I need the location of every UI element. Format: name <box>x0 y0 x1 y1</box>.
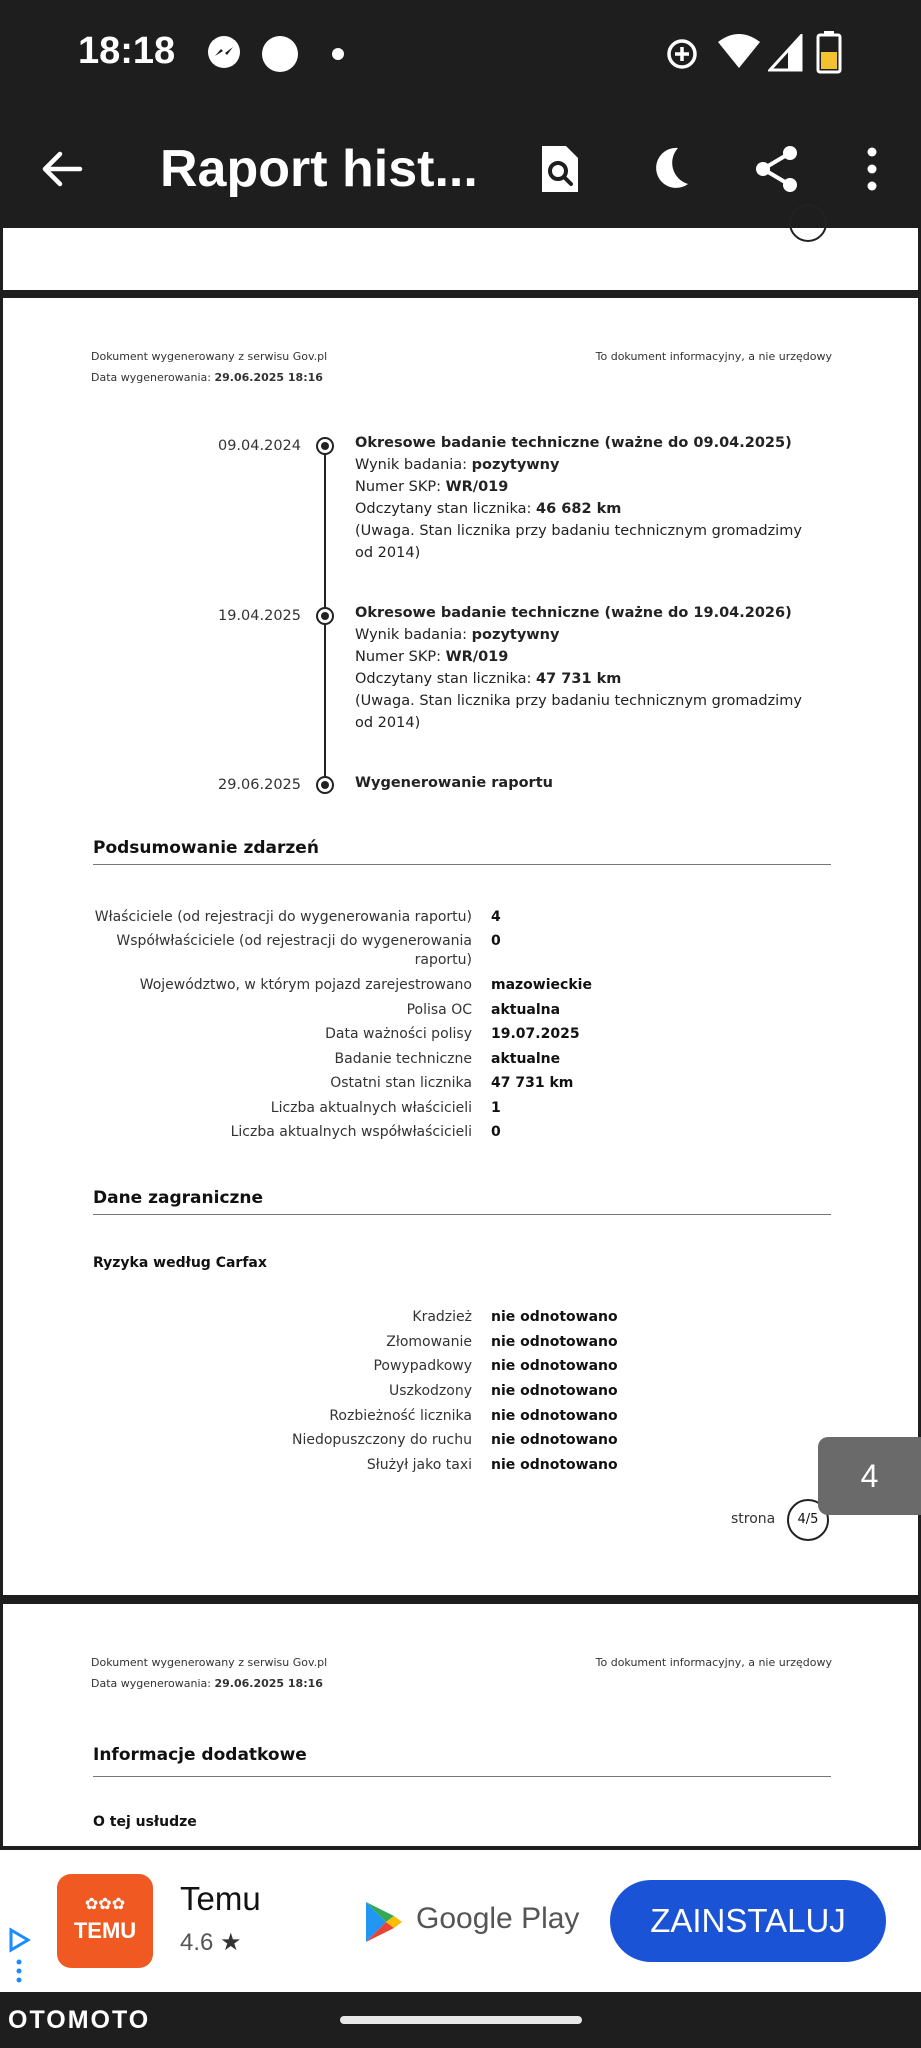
doc-header-date: Data wygenerowania: 29.06.2025 18:16 <box>91 371 323 384</box>
temu-app-icon[interactable]: ✿✿✿ TEMU <box>57 1874 153 1968</box>
carfax-title: Ryzyka według Carfax <box>93 1255 267 1271</box>
pdf-page-3-bottom <box>3 228 918 290</box>
timeline-date: 29.06.2025 <box>217 777 301 793</box>
summary-label: Liczba aktualnych współwłaścicieli <box>230 1124 472 1140</box>
timeline-date: 19.04.2025 <box>217 608 301 624</box>
current-page-badge[interactable]: 4 <box>818 1437 921 1515</box>
timeline-event: Wygenerowanie raportu <box>355 775 553 791</box>
doc-header-disclaimer: To dokument informacyjny, a nie urzędowy <box>595 1656 832 1669</box>
timeline-dot <box>316 437 334 455</box>
summary-value: 19.07.2025 <box>491 1026 580 1042</box>
summary-value: 1 <box>491 1100 501 1116</box>
carfax-label: Powypadkowy <box>373 1358 472 1374</box>
star-icon: ★ <box>220 1929 242 1956</box>
section-divider <box>93 864 831 865</box>
carfax-value: nie odnotowano <box>491 1383 618 1399</box>
carfax-value: nie odnotowano <box>491 1432 618 1448</box>
share-icon[interactable] <box>754 144 800 194</box>
more-options-icon[interactable] <box>862 146 882 192</box>
page-number-circle: 4/5 <box>787 1499 829 1541</box>
summary-value: mazowieckie <box>491 977 592 993</box>
pdf-page-5 <box>3 1604 918 1846</box>
install-button[interactable]: ZAINSTALUJ <box>610 1880 886 1962</box>
data-saver-icon <box>664 36 700 72</box>
notification-dot-icon <box>262 36 298 72</box>
timeline-event: Okresowe badanie techniczne (ważne do 09.04.2025) Wynik badania: pozytywny Numer SKP: WR/019 Odczytany stan licznika: 46 682 km (Uwaga. Stan licznika przy badaniu technicznym gromadzimy od 2014) <box>355 435 802 561</box>
summary-value: 0 <box>491 933 501 949</box>
doc-header-disclaimer: To dokument informacyjny, a nie urzędowy <box>595 350 832 363</box>
ad-banner[interactable] <box>0 1850 921 1992</box>
doc-header-source: Dokument wygenerowany z serwisu Gov.pl <box>91 1656 328 1669</box>
section-divider <box>93 1776 831 1777</box>
status-time: 18:18 <box>78 30 176 72</box>
carfax-value: nie odnotowano <box>491 1408 618 1424</box>
summary-label: Liczba aktualnych właścicieli <box>270 1100 472 1116</box>
ad-choices-icon[interactable] <box>6 1926 32 1988</box>
summary-label: Polisa OC <box>406 1002 472 1018</box>
summary-label: Data ważności polisy <box>325 1026 472 1042</box>
battery-icon <box>816 30 842 74</box>
page-label: strona <box>731 1511 776 1527</box>
subsection-title: O tej usłudze <box>93 1814 197 1830</box>
section-title-foreign: Dane zagraniczne <box>93 1188 264 1208</box>
wifi-icon <box>716 32 762 72</box>
summary-value: aktualna <box>491 1002 561 1018</box>
google-play-icon <box>364 1900 404 1944</box>
summary-label: Ostatni stan licznika <box>330 1075 472 1091</box>
timeline-date: 09.04.2024 <box>217 438 301 454</box>
summary-label: Właściciele (od rejestracji do wygenerowania raportu) <box>94 909 472 925</box>
pdf-page-4 <box>3 298 918 1595</box>
section-divider <box>93 1214 831 1215</box>
carfax-label: Służył jako taxi <box>366 1457 472 1473</box>
status-bar <box>0 0 921 110</box>
carfax-value: nie odnotowano <box>491 1334 618 1350</box>
page-number-circle <box>789 204 827 242</box>
summary-label: Współwłaściciele (od rejestracji do wygenerowania raportu) <box>116 933 472 968</box>
page-title: Raport hist... <box>160 140 478 198</box>
app-bar <box>0 110 921 228</box>
messenger-icon <box>206 34 242 70</box>
timeline-dot <box>316 607 334 625</box>
timeline-dot <box>316 776 334 794</box>
carfax-label: Kradzież <box>412 1309 472 1325</box>
carfax-value: nie odnotowano <box>491 1457 618 1473</box>
summary-value: 47 731 km <box>491 1075 574 1091</box>
summary-value: aktualne <box>491 1051 561 1067</box>
doc-header-date: Data wygenerowania: 29.06.2025 18:16 <box>91 1677 323 1690</box>
summary-value: 4 <box>491 909 501 925</box>
more-notifications-icon <box>332 48 344 60</box>
summary-value: 0 <box>491 1124 501 1140</box>
carfax-value: nie odnotowano <box>491 1309 618 1325</box>
ad-app-name[interactable]: Temu <box>180 1880 261 1917</box>
ad-rating: 4.6 ★ <box>180 1929 242 1956</box>
navigation-bar <box>0 1992 921 2048</box>
doc-header-source: Dokument wygenerowany z serwisu Gov.pl <box>91 350 328 363</box>
ad-store-name: Google Play <box>416 1902 580 1935</box>
carfax-value: nie odnotowano <box>491 1358 618 1374</box>
carfax-label: Uszkodzony <box>388 1383 472 1399</box>
timeline-event: Okresowe badanie techniczne (ważne do 19.04.2026) Wynik badania: pozytywny Numer SKP: WR/019 Odczytany stan licznika: 47 731 km (Uwaga. Stan licznika przy badaniu technicznym gromadzimy od 2014) <box>355 605 802 731</box>
night-mode-moon-icon[interactable] <box>648 144 692 192</box>
find-in-document-icon[interactable] <box>538 144 582 194</box>
carfax-label: Niedopuszczony do ruchu <box>291 1432 472 1448</box>
summary-label: Województwo, w którym pojazd zarejestrowano <box>139 977 472 993</box>
back-arrow-icon[interactable] <box>40 147 84 191</box>
home-gesture-bar[interactable] <box>340 2016 582 2024</box>
carfax-label: Rozbieżność licznika <box>329 1408 472 1424</box>
section-title-additional: Informacje dodatkowe <box>93 1745 307 1765</box>
otomoto-watermark: OTOMOTO <box>8 2006 151 2034</box>
carfax-label: Złomowanie <box>386 1334 472 1350</box>
section-title-summary: Podsumowanie zdarzeń <box>93 838 319 858</box>
summary-label: Badanie techniczne <box>334 1051 472 1067</box>
cellular-signal-icon <box>768 34 804 72</box>
